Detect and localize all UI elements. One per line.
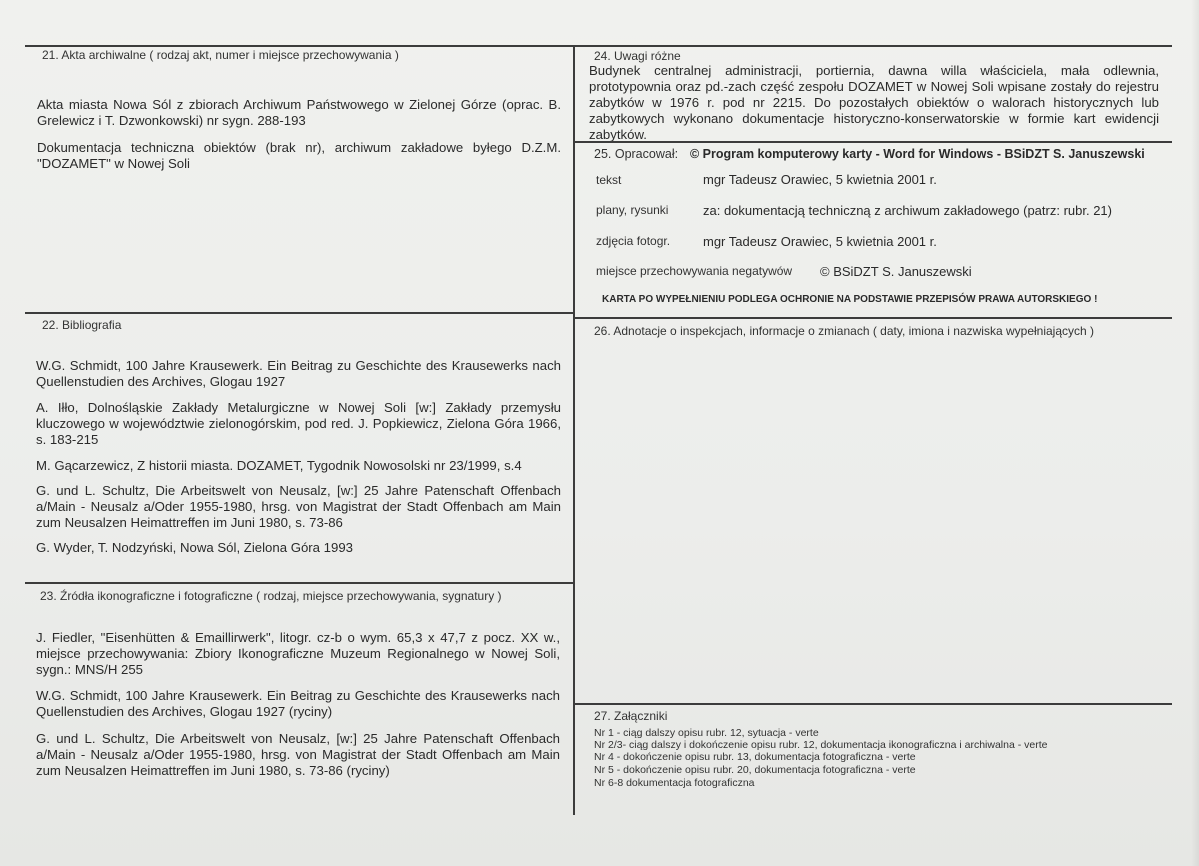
section-23-title: 23. Źródła ikonograficzne i fotograficzne ( rodzaj, miejsce przechowywania, sygnatury ) [40,589,502,603]
row-value-negatives: © BSiDZT S. Januszewski [820,264,972,279]
attachment-item: Nr 6-8 dokumentacja fotograficzna [594,777,755,789]
rule-left-23 [25,582,575,584]
row-value-photos: mgr Tadeusz Orawiec, 5 kwietnia 2001 r. [703,234,937,249]
attachment-item: Nr 4 - dokończenie opisu rubr. 13, dokumentacja fotograficzna - verte [594,751,916,763]
section-24-title: 24. Uwagi różne [594,49,681,63]
section-21-title: 21. Akta archiwalne ( rodzaj akt, numer i miejsce przechowywania ) [42,48,399,62]
section-26-title: 26. Adnotacje o inspekcjach, informacje o zmianach ( daty, imiona i nazwiska wypełniających ) [594,324,1095,338]
bibliography-entry: G. und L. Schultz, Die Arbeitswelt von Neusalz, [w:] 25 Jahre Patenschaft Offenbach a/Main - Neusalz a/Oder 1955-1980, hrsg. von Magistrat der Stadt Offenbach am Main zum Neusalzen Heimattreffen im Juni 1980, s. 73-86 [36,483,561,530]
row-label-plans: plany, rysunki [596,203,669,217]
section-27-title: 27. Załączniki [594,709,668,723]
section-22-title: 22. Bibliografia [42,318,122,332]
program-credit: © Program komputerowy karty - Word for Windows - BSiDZT S. Januszewski [690,147,1145,161]
row-value-text: mgr Tadeusz Orawiec, 5 kwietnia 2001 r. [703,172,937,187]
attachment-item: Nr 2/3- ciąg dalszy i dokończenie opisu rubr. 12, dokumentacja ikonograficzna i archiwalna - verte [594,739,1048,751]
top-rule-right [575,45,1172,47]
iconography-entry: G. und L. Schultz, Die Arbeitswelt von Neusalz, [w:] 25 Jahre Patenschaft Offenbach a/Main - Neusalz a/Oder 1955-1980, hrsg. von Magistrat der Stadt Offenbach am Main zum Neusalzen Heimattreffen im Juni 1980, s. 73-86 (ryciny) [36,731,560,778]
row-label-negatives: miejsce przechowywania negatywów [596,264,793,278]
iconography-entry: J. Fiedler, "Eisenhütten & Emaillirwerk", litogr. cz-b o wym. 65,3 x 47,7 z pocz. XX w., miejsce przechowywania: Zbiory Ikonograficzne Muzeum Regionalnego w Nowej Soli, sygn.: MNS/H 255 [36,630,560,677]
rule-right-25 [575,141,1172,143]
iconography-entry: W.G. Schmidt, 100 Jahre Krausewerk. Ein Beitrag zu Geschichte des Krausewerks nach Quellenstudien des Archives, Glogau 1927 (ryciny) [36,688,560,719]
top-rule-left [25,45,575,47]
copyright-notice: KARTA PO WYPEŁNIENIU PODLEGA OCHRONIE NA PODSTAWIE PRZEPISÓW PRAWA AUTORSKIEGO ! [602,294,1098,305]
attachment-item: Nr 5 - dokończenie opisu rubr. 20, dokumentacja fotograficzna - verte [594,764,916,776]
column-divider [573,45,575,815]
rule-right-26 [575,317,1172,319]
attachment-item: Nr 1 - ciąg dalszy opisu rubr. 12, sytuacja - verte [594,727,819,739]
section-21-entry: Dokumentacja techniczna obiektów (brak nr), archiwum zakładowe byłego D.Z.M. "DOZAMET" w Nowej Soli [37,140,561,171]
row-label-text: tekst [596,173,622,187]
bibliography-entry: A. Iłło, Dolnośląskie Zakłady Metalurgiczne w Nowej Soli [w:] Zakłady przemysłu kluczowego w województwie zielonogórskim, pod red. J. Popkiewicz, Zielona Góra 1966, s. 183-215 [36,400,561,447]
section-21-entry: Akta miasta Nowa Sól z zbiorach Archiwum Państwowego w Zielonej Górze (oprac. B. Grelewicz i T. Dzwonkowski) nr sygn. 288-193 [37,97,561,128]
section-24-text: Budynek centralnej administracji, portiernia, dawna willa właściciela, mała odlewnia, prototypownia oraz pd.-zach część zespołu DOZAMET w Nowej Soli wpisane zostały do rejestru zabytków w 1976 r. pod nr 2215. Do pozostałych obiektów o walorach historycznych lub zabytkowych wykonano dokumentacje historyczno-konserwatorskie w formie kart ewidencji zabytków. [589,63,1159,141]
bibliography-entry: G. Wyder, T. Nodzyński, Nowa Sól, Zielona Góra 1993 [36,540,354,555]
section-25-title: 25. Opracował: [594,147,679,161]
row-value-plans: za: dokumentacją techniczną z archiwum zakładowego (patrz: rubr. 21) [703,203,1112,218]
bibliography-entry: M. Gącarzewicz, Z historii miasta. DOZAMET, Tygodnik Nowosolski nr 23/1999, s.4 [36,458,522,473]
row-label-photos: zdjęcia fotogr. [596,234,671,248]
bibliography-entry: W.G. Schmidt, 100 Jahre Krausewerk. Ein Beitrag zu Geschichte des Krausewerks nach Quellenstudien des Archives, Glogau 1927 [36,358,561,389]
rule-left-22 [25,312,575,314]
rule-right-27 [575,703,1172,705]
paper-edge-shadow [1191,0,1199,866]
